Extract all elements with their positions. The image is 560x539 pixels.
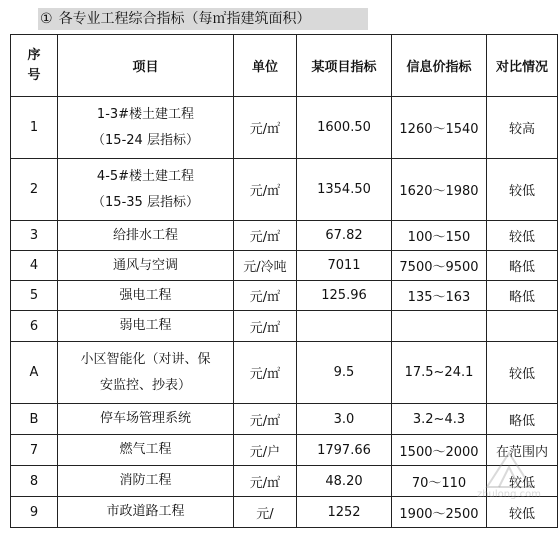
cell-no: 4 <box>11 251 58 281</box>
cell-project <box>58 404 234 435</box>
project-line: 安监控、抄表） <box>99 377 191 393</box>
cell-info: 70～110 <box>392 466 487 497</box>
cell-project <box>58 342 234 404</box>
cell-project <box>58 281 234 311</box>
section-number: ① <box>40 11 53 27</box>
header-value: 某项目指标 <box>297 35 392 97</box>
project-line: 给排水工程 <box>112 227 178 243</box>
cell-value: 1797.66 <box>297 435 392 466</box>
table-row <box>11 342 558 404</box>
table-row <box>11 311 558 342</box>
table-header-row <box>11 35 558 97</box>
project-line: （15-24 层指标） <box>92 132 199 148</box>
cell-compare: 略低 <box>487 281 558 311</box>
cell-info: 135～163 <box>392 281 487 311</box>
watermark-text: zhulong.com <box>476 489 542 500</box>
cell-info: 7500～9500 <box>392 251 487 281</box>
header-project: 项目 <box>58 35 234 97</box>
cell-info: 17.5~24.1 <box>392 342 487 404</box>
cell-no: A <box>11 342 58 404</box>
cell-unit: 元/冷吨 <box>234 251 297 281</box>
cell-value: 1600.50 <box>297 97 392 159</box>
cell-unit: 元/ <box>234 497 297 528</box>
cell-value: 1354.50 <box>297 159 392 221</box>
table-row <box>11 221 558 251</box>
project-line: 1-3#楼土建工程 <box>96 106 195 122</box>
cell-compare: 较低 <box>487 466 558 497</box>
cell-project <box>58 497 234 528</box>
table-row <box>11 404 558 435</box>
cell-project <box>58 97 234 159</box>
cell-no: B <box>11 404 58 435</box>
cell-unit: 元/㎡ <box>234 404 297 435</box>
project-line: 强电工程 <box>119 287 172 303</box>
cell-project <box>58 311 234 342</box>
cell-info: 3.2~4.3 <box>392 404 487 435</box>
header-no <box>11 35 58 97</box>
project-line: 燃气工程 <box>119 442 172 457</box>
cell-unit: 元/㎡ <box>234 466 297 497</box>
building-icon <box>481 449 537 489</box>
cell-compare: 略低 <box>487 404 558 435</box>
project-line: 4-5#楼土建工程 <box>96 168 195 184</box>
header-unit: 单位 <box>234 35 297 97</box>
cell-no: 2 <box>11 159 58 221</box>
project-line: （15-35 层指标） <box>92 194 199 210</box>
cell-value: 48.20 <box>297 466 392 497</box>
cell-project <box>58 251 234 281</box>
project-line: 消防工程 <box>119 473 172 488</box>
cell-unit: 元/㎡ <box>234 221 297 251</box>
cell-no: 1 <box>11 97 58 159</box>
cell-project <box>58 159 234 221</box>
cell-unit: 元/㎡ <box>234 281 297 311</box>
cell-value: 125.96 <box>297 281 392 311</box>
table-row <box>11 251 558 281</box>
watermark <box>464 449 554 519</box>
cell-no: 5 <box>11 281 58 311</box>
cell-no: 7 <box>11 435 58 466</box>
cell-compare: 较高 <box>487 97 558 159</box>
cell-no: 9 <box>11 497 58 528</box>
cell-info: 1500～2000 <box>392 435 487 466</box>
table-row <box>11 97 558 159</box>
header-compare: 对比情况 <box>487 35 558 97</box>
cell-value: 3.0 <box>297 404 392 435</box>
cell-project <box>58 466 234 497</box>
cell-compare: 较低 <box>487 342 558 404</box>
cell-value: 67.82 <box>297 221 392 251</box>
cell-info: 1260～1540 <box>392 97 487 159</box>
table-row <box>11 281 558 311</box>
cell-compare: 较低 <box>487 221 558 251</box>
cell-unit: 元/㎡ <box>234 311 297 342</box>
cell-compare: 在范围内 <box>487 435 558 466</box>
cell-project <box>58 221 234 251</box>
section-title-text: 各专业工程综合指标（每㎡指建筑面积） <box>58 11 311 27</box>
cell-unit: 元/㎡ <box>234 97 297 159</box>
cell-project <box>58 435 234 466</box>
cell-info <box>392 311 487 342</box>
header-no-text: 序号 <box>27 47 41 83</box>
cell-value: 9.5 <box>297 342 392 404</box>
cell-no: 6 <box>11 311 58 342</box>
section-title <box>38 8 368 30</box>
cell-compare: 较低 <box>487 497 558 528</box>
cell-compare: 略低 <box>487 251 558 281</box>
cell-unit: 元/㎡ <box>234 342 297 404</box>
header-info: 信息价指标 <box>392 35 487 97</box>
project-line: 通风与空调 <box>112 257 178 273</box>
cell-info: 1900～2500 <box>392 497 487 528</box>
cell-value: 1252 <box>297 497 392 528</box>
cell-compare <box>487 311 558 342</box>
cell-no: 3 <box>11 221 58 251</box>
cell-unit: 元/户 <box>234 435 297 466</box>
cell-compare: 较低 <box>487 159 558 221</box>
cell-no: 8 <box>11 466 58 497</box>
project-line: 停车场管理系统 <box>99 411 191 426</box>
cell-info: 1620～1980 <box>392 159 487 221</box>
table-row <box>11 159 558 221</box>
project-line: 小区智能化（对讲、保 <box>80 351 211 367</box>
project-line: 市政道路工程 <box>106 504 185 519</box>
cell-value: 7011 <box>297 251 392 281</box>
cell-value <box>297 311 392 342</box>
project-line: 弱电工程 <box>119 318 172 333</box>
cell-unit: 元/㎡ <box>234 159 297 221</box>
cell-info: 100～150 <box>392 221 487 251</box>
